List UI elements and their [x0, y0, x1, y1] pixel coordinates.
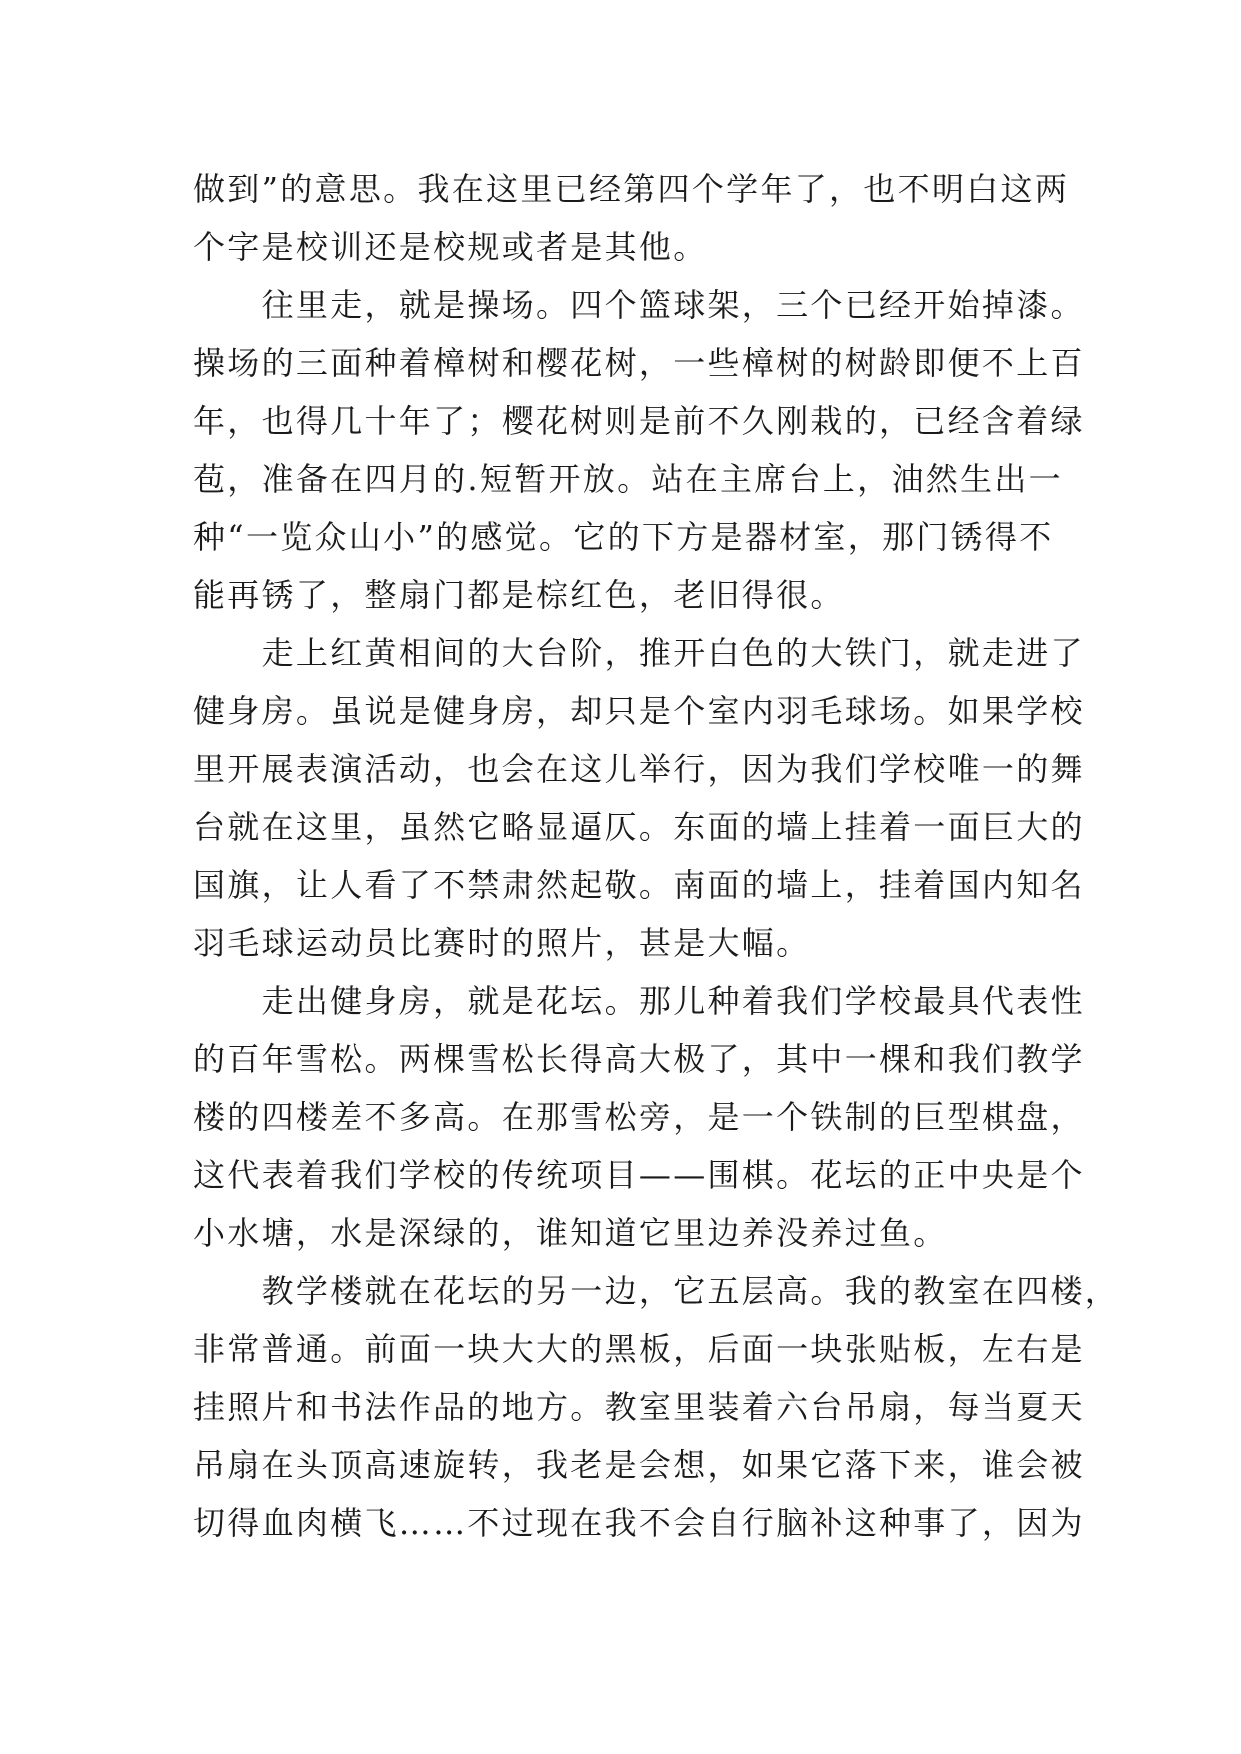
- text-line: 年，也得几十年了；樱花树则是前不久刚栽的，已经含着绿: [193, 402, 1085, 440]
- text-line: 里开展表演活动，也会在这儿举行，因为我们学校唯一的舞: [193, 750, 1085, 788]
- essay-text: [193, 160, 1120, 1552]
- text-line: 这代表着我们学校的传统项目——围棋。花坛的正中央是个: [193, 1156, 1085, 1194]
- text-line: 种“一览众山小”的感觉。它的下方是器材室，那门锈得不: [193, 518, 1054, 556]
- text-line: 走出健身房，就是花坛。那儿种着我们学校最具代表性: [193, 982, 1085, 1020]
- text-line: 台就在这里，虽然它略显逼仄。东面的墙上挂着一面巨大的: [193, 808, 1085, 846]
- text-line: 楼的四楼差不多高。在那雪松旁，是一个铁制的巨型棋盘，: [193, 1098, 1085, 1136]
- text-line: 能再锈了，整扇门都是棕红色，老旧得很。: [193, 576, 845, 614]
- text-line: 操场的三面种着樟树和樱花树，一些樟树的树龄即便不上百: [193, 344, 1085, 382]
- text-line: 往里走，就是操场。四个篮球架，三个已经开始掉漆。: [193, 286, 1085, 324]
- text-line: 非常普通。前面一块大大的黑板，后面一块张贴板，左右是: [193, 1330, 1085, 1368]
- text-line: 小水塘，水是深绿的，谁知道它里边养没养过鱼。: [193, 1214, 948, 1252]
- text-line: 苞，准备在四月的.短暂开放。站在主席台上，油然生出一: [193, 460, 1063, 498]
- text-line: 挂照片和书法作品的地方。教室里装着六台吊扇，每当夏天: [193, 1388, 1085, 1426]
- text-line: 切得血肉横飞……不过现在我不会自行脑补这种事了，因为: [193, 1504, 1085, 1542]
- text-line: 走上红黄相间的大台阶，推开白色的大铁门，就走进了: [193, 634, 1085, 672]
- text-line: 教学楼就在花坛的另一边，它五层高。我的教室在四楼，: [193, 1272, 1120, 1310]
- text-line: 国旗，让人看了不禁肃然起敬。南面的墙上，挂着国内知名: [193, 866, 1085, 904]
- text-line: 羽毛球运动员比赛时的照片，甚是大幅。: [193, 924, 811, 962]
- text-line: 的百年雪松。两棵雪松长得高大极了，其中一棵和我们教学: [193, 1040, 1085, 1078]
- text-line: 健身房。虽说是健身房，却只是个室内羽毛球场。如果学校: [193, 692, 1085, 730]
- text-line: 吊扇在头顶高速旋转，我老是会想，如果它落下来，谁会被: [193, 1446, 1085, 1484]
- text-line: 做到”的意思。我在这里已经第四个学年了，也不明白这两: [193, 170, 1070, 208]
- text-line: 个字是校训还是校规或者是其他。: [193, 228, 708, 266]
